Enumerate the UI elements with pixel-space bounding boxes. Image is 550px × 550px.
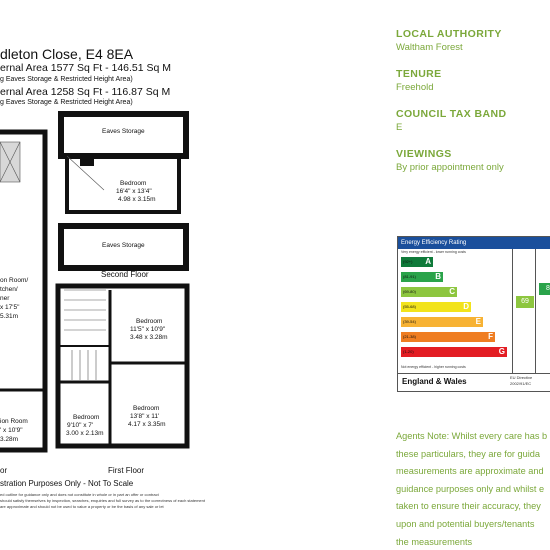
reception-line-2: tchen/ <box>0 286 18 293</box>
net-area-note: g Eaves Storage & Restricted Height Area) <box>0 99 133 106</box>
epc-band-range: (55-68) <box>403 304 416 309</box>
tenure-label: TENURE <box>396 68 442 80</box>
reception-line-5: 5.31m <box>0 313 19 320</box>
epc-band-a <box>401 257 433 267</box>
eaves-storage-bottom: Eaves Storage <box>102 242 145 249</box>
bedroom-3-dim-imperial: 13'8" x 11' <box>130 413 160 420</box>
bedroom-3-name: Bedroom <box>133 405 160 412</box>
viewings-label: VIEWINGS <box>396 148 452 160</box>
epc-band-range: (81-91) <box>403 274 416 279</box>
epc-current-rating: 69 <box>516 296 534 308</box>
fine-print-3: are approximate and should not be used to value a property or be the basis of any sale or let <box>0 504 164 509</box>
bedroom-top-name: Bedroom <box>120 180 147 187</box>
tenure-value: Freehold <box>396 82 434 93</box>
epc-country: England & Wales <box>402 377 467 386</box>
gross-area-note: g Eaves Storage & Restricted Height Area) <box>0 76 133 83</box>
epc-column-header: Very energy efficient - lower running costs <box>401 250 466 254</box>
epc-band-range: (92+) <box>403 259 413 264</box>
agents-note-line: measurements are approximate and <box>396 466 544 477</box>
epc-band-g <box>401 347 507 357</box>
local-authority-label: LOCAL AUTHORITY <box>396 28 502 40</box>
epc-band-letter: C <box>449 287 455 296</box>
epc-band-letter: A <box>425 257 431 266</box>
agents-note-line: the measurements <box>396 536 473 547</box>
epc-band-range: (39-54) <box>403 319 416 324</box>
bedroom-top-dim-metric: 4.98 x 3.15m <box>118 196 156 203</box>
net-area: ernal Area 1258 Sq Ft - 116.87 Sq M <box>0 86 171 98</box>
epc-band-e <box>401 317 483 327</box>
ground-floor-label: or <box>0 466 8 475</box>
agents-note-line: Agents Note: Whilst every care has b <box>396 431 548 441</box>
dining-line-2: ' x 10'9" <box>0 427 23 434</box>
reception-line-3: ner <box>0 295 10 302</box>
council-tax-label: COUNCIL TAX BAND <box>396 108 507 120</box>
epc-directive: EU Directive 2002/91/EC <box>510 375 533 386</box>
epc-band-b <box>401 272 443 282</box>
bedroom-2-name: Bedroom <box>73 414 100 421</box>
epc-footer-note: Not energy efficient - higher running costs <box>401 365 466 369</box>
first-floor-label: First Floor <box>108 466 144 475</box>
bedroom-2-dim-imperial: 9'10" x 7' <box>67 422 94 429</box>
epc-band-letter: F <box>488 332 493 341</box>
epc-band-range: (1-20) <box>403 349 414 354</box>
epc-band-letter: G <box>498 347 505 356</box>
epc-potential-rating: 8 <box>539 283 550 295</box>
eaves-storage-top: Eaves Storage <box>102 128 145 135</box>
bedroom-1-dim-imperial: 11'5" x 10'9" <box>130 326 166 333</box>
reception-line-1: on Room/ <box>0 277 29 284</box>
scale-disclaimer: stration Purposes Only - Not To Scale <box>0 479 134 488</box>
epc-band-d <box>401 302 471 312</box>
epc-band-letter: E <box>475 317 481 326</box>
agents-note-line: taken to ensure their accuracy, they <box>396 501 541 512</box>
epc-band-letter: D <box>463 302 469 311</box>
epc-title: Energy Efficiency Rating <box>398 237 550 249</box>
floorplan-address: dleton Close, E4 8EA <box>0 46 134 62</box>
dining-line-1: ion Room <box>0 418 28 425</box>
bedroom-3-dim-metric: 4.17 x 3.35m <box>128 421 166 428</box>
gross-area: ernal Area 1577 Sq Ft - 146.51 Sq M <box>0 62 172 74</box>
agents-note-line: upon and potential buyers/tenants <box>396 518 535 529</box>
agents-note <box>396 428 550 550</box>
energy-efficiency-chart <box>397 236 550 392</box>
second-floor-label: Second Floor <box>101 270 149 279</box>
epc-band-c <box>401 287 457 297</box>
fine-print-1: ed outline for guidance only and does not constitute in whole or in part an offer or contract <box>0 492 159 497</box>
bedroom-1-name: Bedroom <box>136 318 163 325</box>
bedroom-top-dim-imperial: 16'4" x 13'4" <box>116 188 152 195</box>
council-tax-value: E <box>396 122 403 133</box>
bedroom-1-dim-metric: 3.48 x 3.28m <box>130 334 168 341</box>
epc-band-range: (69-80) <box>403 289 416 294</box>
agents-note-line: guidance purposes only and whilst e <box>396 483 545 494</box>
agents-note-line: these particulars, they are for guida <box>396 448 541 459</box>
epc-band-range: (21-38) <box>403 334 416 339</box>
epc-band-letter: B <box>435 272 441 281</box>
fine-print-2: should satisfy themselves by inspection, searches, enquiries and full survey as to the correctness of each statement <box>0 498 205 503</box>
bedroom-2-dim-metric: 3.00 x 2.13m <box>66 430 104 437</box>
local-authority-value: Waltham Forest <box>396 42 463 53</box>
viewings-value: By prior appointment only <box>396 162 504 173</box>
reception-line-4: x 17'5" <box>0 304 20 311</box>
details-panel <box>384 0 550 550</box>
dining-line-3: 3.28m <box>0 436 19 443</box>
epc-band-f <box>401 332 495 342</box>
